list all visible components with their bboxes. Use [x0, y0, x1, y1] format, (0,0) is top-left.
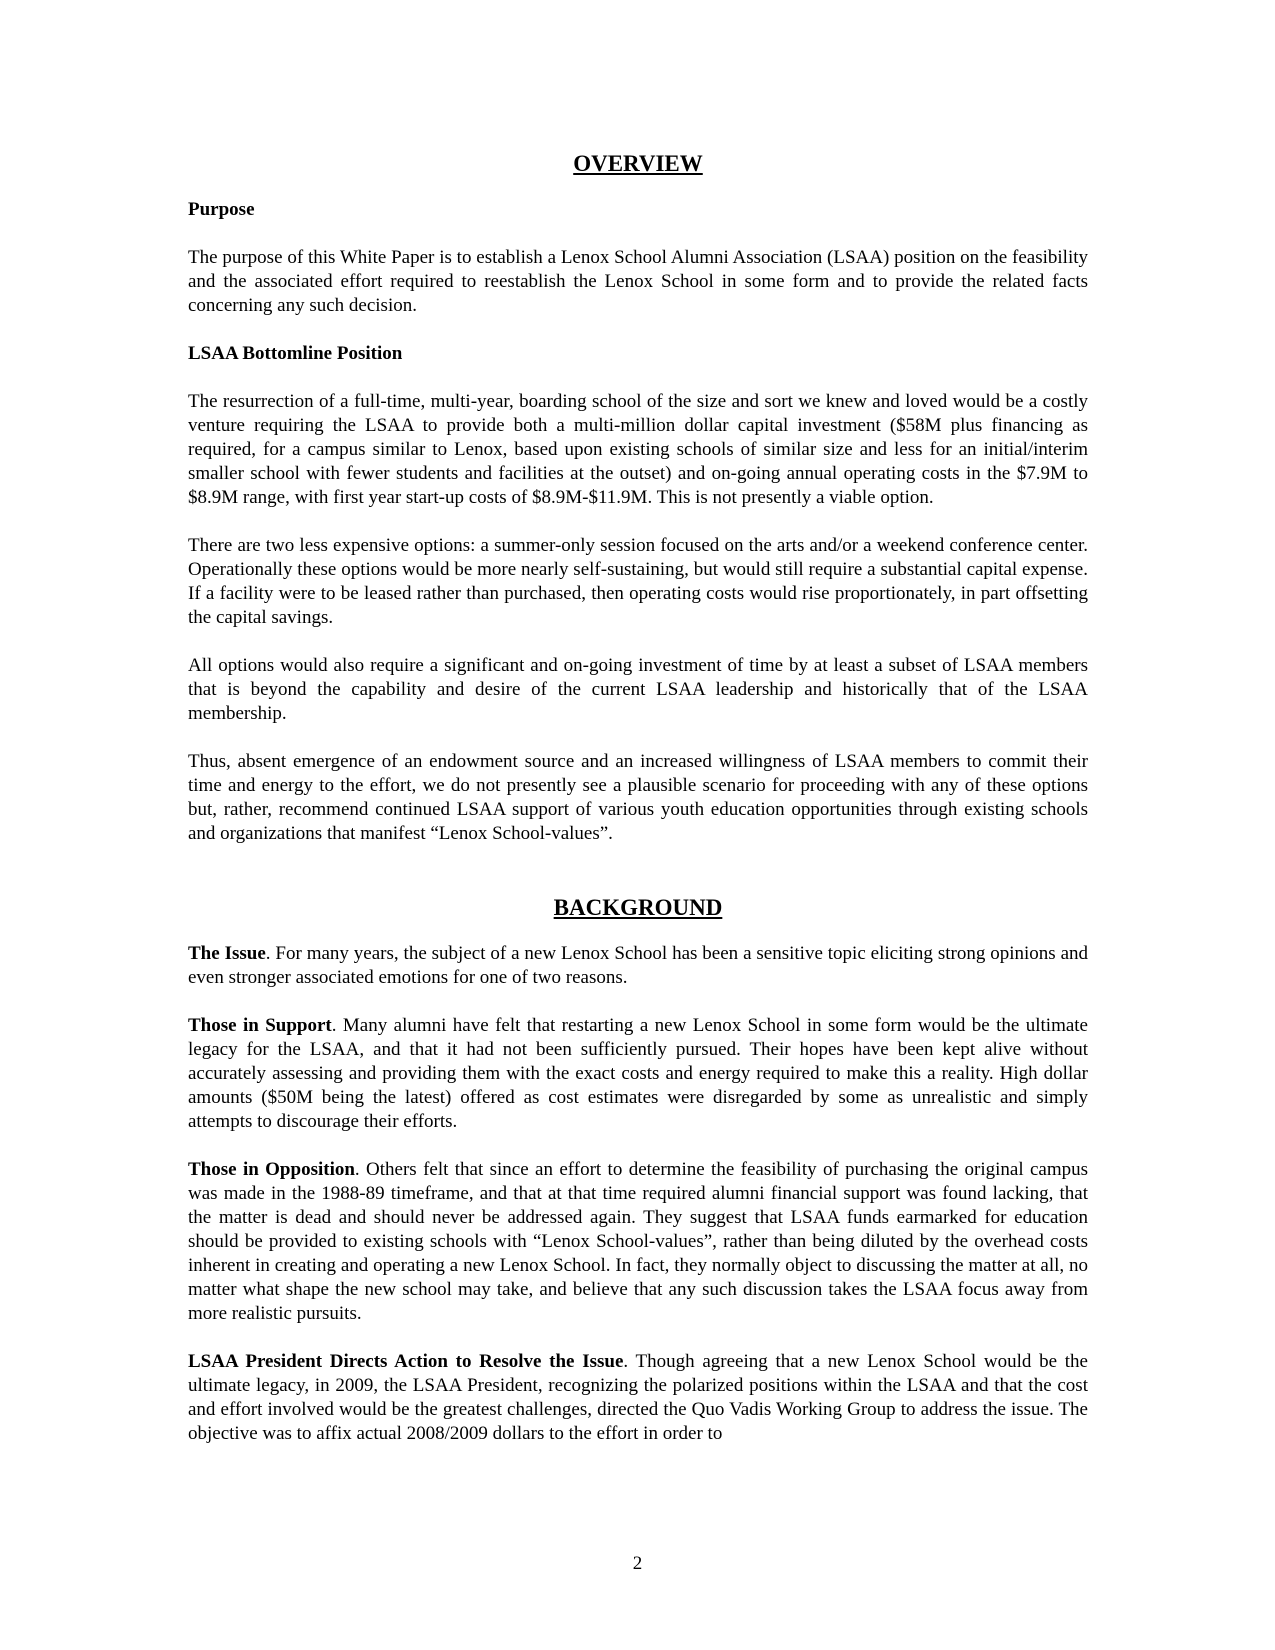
position-paragraph-2: There are two less expensive options: a summer-only session focused on the arts and/or a weekend conference center. Operationally these options would be more nearly self-sustaining, but would still require a substantial capital expense. If a facility were to be leased rather than purchased, then operating costs would rise proportionately, in part offsetting the capital savings. [188, 535, 1088, 628]
page-number: 2 [632, 1553, 643, 1574]
issue-text: . For many years, the subject of a new Lenox School has been a sensitive topic eliciting strong opinions and even stronger associated emotions for one of two reasons. [188, 943, 1088, 988]
support-text: . Many alumni have felt that restarting a new Lenox School in some form would be the ultimate legacy for the LSAA, and that it had not been sufficiently pursued. Their hopes have been kept alive without accurately assessing and providing them with the exact costs and energy required to make this a reality. High dollar amounts ($50M being the latest) offered as cost estimates were disregarded by some as unrealistic and simply attempts to discourage their efforts. [188, 1015, 1088, 1132]
opposition-paragraph [188, 1158, 1088, 1326]
issue-paragraph [188, 942, 1088, 990]
position-paragraph-1: The resurrection of a full-time, multi-year, boarding school of the size and sort we knew and loved would be a costly venture requiring the LSAA to provide both a multi-million dollar capital investment ($58M plus financing as required, for a campus similar to Lenox, based upon existing schools of similar size and less for an initial/interim smaller school with fewer students and facilities at the outset) and on-going annual operating costs in the $7.9M to $8.9M range, with first year start-up costs of $8.9M-$11.9M. This is not presently a viable option. [188, 391, 1088, 508]
overview-title: OVERVIEW [573, 151, 703, 176]
issue-lead: The Issue [188, 943, 266, 964]
position-paragraph-4: Thus, absent emergence of an endowment source and an increased willingness of LSAA members to commit their time and energy to the effort, we do not presently see a plausible scenario for proceeding with any of these options but, rather, recommend continued LSAA support of various youth education opportunities through existing schools and organizations that manifest “Lenox School-values”. [188, 751, 1088, 844]
president-lead: LSAA President Directs Action to Resolve the Issue [188, 1351, 624, 1372]
support-paragraph [188, 1014, 1088, 1134]
president-text: . Though agreeing that a new Lenox School would be the ultimate legacy, in 2009, the LSAA President, recognizing the polarized positions within the LSAA and that the cost and effort involved would be the greatest challenges, directed the Quo Vadis Working Group to address the issue. The objective was to affix actual 2008/2009 dollars to the effort in order to [188, 1351, 1088, 1444]
page-content [188, 150, 1088, 1446]
position-paragraph-3: All options would also require a significant and on-going investment of time by at least a subset of LSAA members that is beyond the capability and desire of the current LSAA leadership and historically that of the LSAA membership. [188, 655, 1088, 724]
opposition-lead: Those in Opposition [188, 1159, 355, 1180]
background-title: BACKGROUND [553, 895, 723, 920]
purpose-heading: Purpose [188, 199, 255, 220]
purpose-paragraph: The purpose of this White Paper is to establish a Lenox School Alumni Association (LSAA) position on the feasibility and the associated effort required to reestablish the Lenox School in some form and to provide the related facts concerning any such decision. [188, 247, 1088, 316]
position-heading: LSAA Bottomline Position [188, 343, 403, 364]
president-paragraph [188, 1350, 1088, 1446]
opposition-text: . Others felt that since an effort to determine the feasibility of purchasing the original campus was made in the 1988-89 timeframe, and that at that time required alumni financial support was found lacking, that the matter is dead and should never be addressed again. They suggest that LSAA funds earmarked for education should be provided to existing schools with “Lenox School-values”, rather than being diluted by the overhead costs inherent in creating and operating a new Lenox School. In fact, they normally object to discussing the matter at all, no matter what shape the new school may take, and believe that any such discussion takes the LSAA focus away from more realistic pursuits. [188, 1159, 1089, 1324]
support-lead: Those in Support [188, 1015, 332, 1036]
